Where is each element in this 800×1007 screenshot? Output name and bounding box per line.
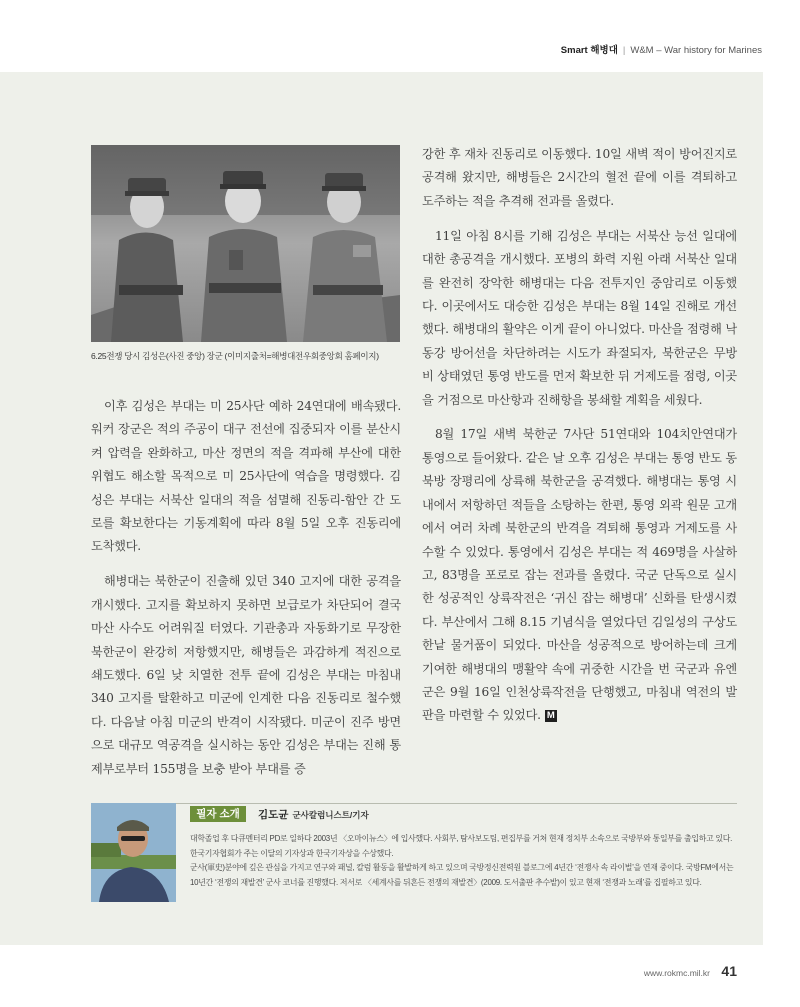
- running-header: [561, 42, 762, 56]
- article-right-column: [422, 143, 737, 739]
- author-bio-paragraph: 군사(軍史)분야에 깊은 관심을 가지고 연구와 패널, 칼럼 활동을 활발하게 하고 있으며 국방정신전력원 블로그에 4년간 ‘전쟁사 속 라이벌’을 연재 중이다. 국방FM에서는 10년간 ‘전쟁의 재발견’ 군사 코너를 진행했다. 저서로 〈세계사를 뒤흔든 전쟁의 재발견〉(2009. 도서출판 추수밭)이 있고 현재 ‘전쟁과 노래’를 집필하고 있다.: [190, 863, 734, 887]
- photo-caption: 6.25전쟁 당시 김성은(사진 중앙) 장군 (이미지출처=해병대전우회중앙회 홈페이지): [91, 351, 379, 361]
- article-left-column: [91, 395, 401, 793]
- author-name-line: [258, 807, 369, 822]
- author-role: 군사칼럼니스트/기자: [292, 810, 369, 820]
- historical-photo: [91, 145, 400, 342]
- article-paragraph-text: 8월 17일 새벽 북한군 7사단 51연대와 104치안연대가 통영으로 들어왔다. 같은 날 오후 김성은 부대는 통영 반도 동북방 장평리에 상륙해 북한군을 공격했다. 해병대는 통영 시내에서 저항하던 적들을 소탕하는 한편, 통영 외곽 원문 고개에서 여러 차례 북한군의 반격을 격퇴해 통영과 거제도를 사수할 수 있었다. 통영에서 김성은 부대는 적 469명을 사살하고, 83명을 포로로 잡는 전과를 올렸다. 국군 단독으로 실시한 성공적인 상륙작전은 ‘귀신 잡는 해병대’ 신화를 탄생시켰다. 부산에서 그해 8.15 기념식을 열었다던 김일성의 구상도 한낱 물거품이 되었다. 마산을 성공적으로 방어하는데 크게 기여한 해병대의 맹활약 속에 귀중한 시간을 번 국군과 유엔군은 9월 16일 인천상륙작전을 단행했고, 마침내 역전의 발판을 마련할 수 있었다.: [422, 427, 737, 723]
- header-separator: |: [622, 45, 626, 56]
- author-name: 김도균: [258, 809, 289, 821]
- article-paragraph: 해병대는 북한군이 진출해 있던 340 고지에 대한 공격을 개시했다. 고지를 확보하지 못하면 보급로가 차단되어 결국 마산 사수도 어려워질 터였다. 기관총과 자동화기로 무장한 북한군이 완강히 저항했지만, 해병들은 과감하게 적진으로 쇄도했다. 6일 낮 치열한 전투 끝에 김성은 부대는 마침내 340 고지를 탈환하고 미군에 인계한 다음 진동리로 철수했다. 다음날 아침 미군의 반격이 시작됐다. 미군이 진주 방면으로 대규모 역공격을 실시하는 동안 김성은 부대는 진해 통제부로부터 155명을 보충 받아 부대를 증: [91, 574, 401, 776]
- page-number: 41: [721, 963, 737, 979]
- page-header: [0, 0, 800, 72]
- article-paragraph-last: [422, 423, 737, 727]
- author-photo: [91, 803, 176, 902]
- author-divider: [91, 803, 737, 804]
- article-paragraph: 11일 아침 8시를 기해 김성은 부대는 서북산 능선 일대에 대한 총공격을 개시했다. 포병의 화력 지원 아래 서북산 일대를 완전히 장악한 해병대는 다음 전투지인 중암리로 이동했다. 이곳에서도 대승한 김성은 부대는 8월 14일 진해로 개선했다. 해병대의 활약은 이게 끝이 아니었다. 마산을 점령해 낙동강 방어선을 차단하려는 시도가 좌절되자, 북한군은 무방비 상태였던 통영 반도를 먼저 확보한 뒤 거제도를 점령, 이곳을 거점으로 마산항과 진해항을 봉쇄할 계획을 세웠다.: [422, 228, 737, 407]
- article-paragraph: 강한 후 재차 진동리로 이동했다. 10일 새벽 적이 방어진지로 공격해 왔지만, 해병들은 2시간의 혈전 끝에 이를 격퇴하고 도주하는 적을 추격해 전과를 올렸다.: [422, 147, 737, 208]
- article-paragraph: 이후 김성은 부대는 미 25사단 예하 24연대에 배속됐다. 워커 장군은 적의 주공이 대구 전선에 집중되자 이를 분산시켜 압력을 완화하고, 마산 정면의 적을 격파해 부산에 대한 위협도 해소할 목적으로 미 25사단에 역습을 명령했다. 김성은 부대는 서북산 일대의 적을 섬멸해 진동리-함안 간 도로를 확보한다는 기동계획에 따라 8월 5일 오후 진동리에 도착했다.: [91, 399, 401, 554]
- series-label: W&M – War history for Marines: [630, 45, 762, 56]
- author-portrait: [91, 803, 176, 902]
- footer-url: www.rokmc.mil.kr: [643, 968, 710, 978]
- author-bio: [190, 832, 738, 890]
- author-bio-paragraph: 대학졸업 후 다큐멘터리 PD로 일하다 2003년 〈오마이뉴스〉에 입사했다. 사회부, 탐사보도팀, 편집부를 거쳐 현재 정치부 소속으로 국방부와 통일부를 출입하고 있다. 한국기자협회가 주는 이달의 기자상과 한국기자상을 수상했다.: [190, 834, 733, 858]
- end-mark-icon: M: [546, 710, 555, 722]
- photo-illustration: [91, 145, 400, 342]
- author-tag: 필자 소개: [190, 806, 246, 822]
- section-label: Smart 해병대: [560, 45, 618, 56]
